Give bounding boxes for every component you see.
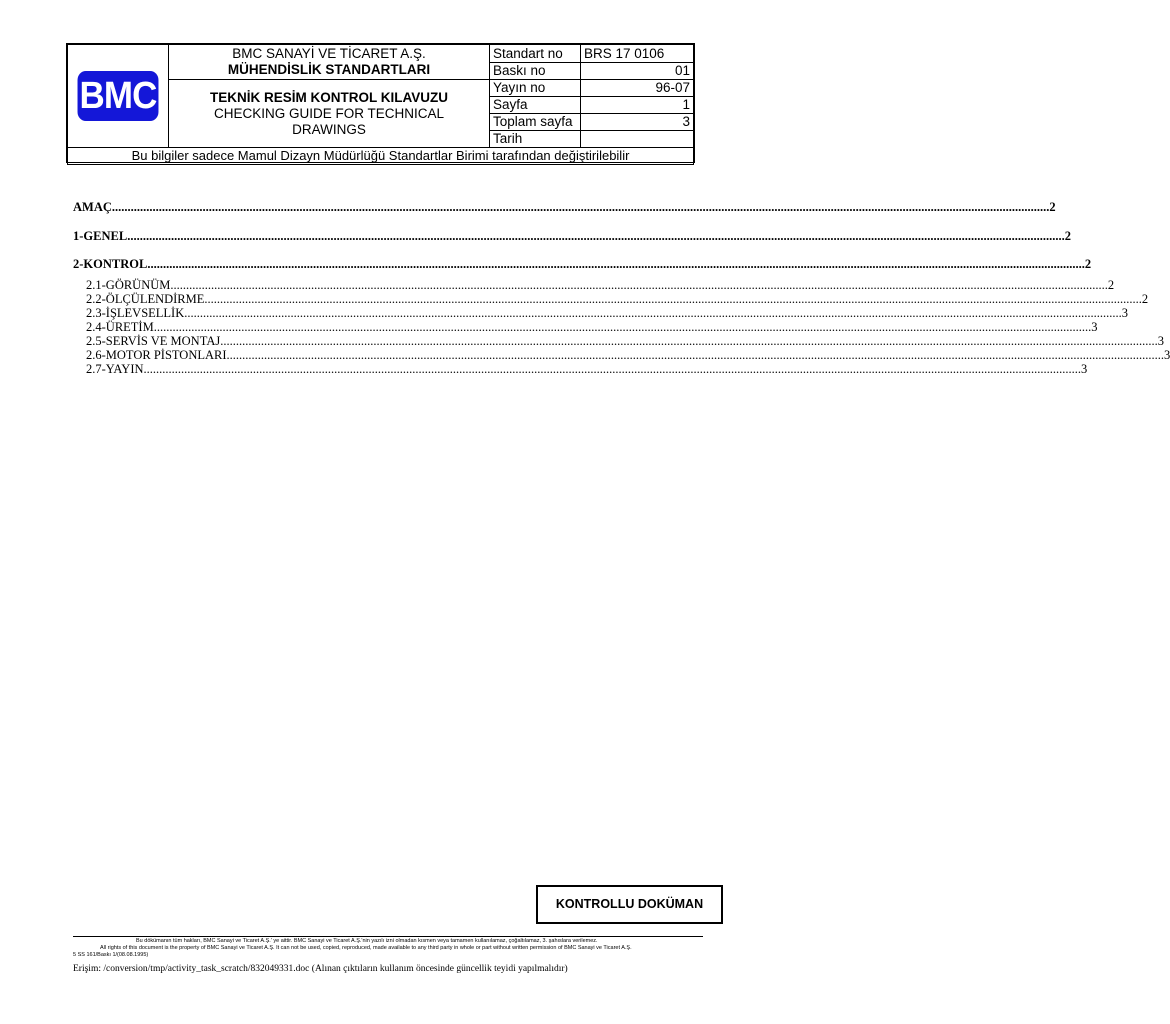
toc-subentry[interactable]	[86, 278, 1115, 292]
field-value: 1	[581, 97, 694, 114]
toc-leader: ............................................................................................................................................................................................................................................................................................................	[226, 348, 1165, 362]
toc-entry[interactable]	[73, 229, 1071, 243]
toc-leader: ............................................................................................................................................................................................................................................................................................................	[147, 257, 1085, 271]
copyright-notice-tr: Bu dökümanın tüm hakları, BMC Sanayi ve Ticaret A.Ş.' ye aittir. BMC Sanayi ve Ticaret A.Ş.'nin yazılı izni olmadan kısmen veya tamamen kullanılamaz, çoğaltılamaz, 3. şahıslara verilemez.	[136, 938, 598, 944]
toc-entry-title: 2.1-GÖRÜNÜM	[86, 278, 171, 292]
doc-title-en-1: CHECKING GUIDE FOR TECHNICAL	[213, 105, 445, 121]
toc-entry-page: 3	[1091, 320, 1098, 334]
field-label: Tarih	[490, 131, 581, 148]
department-name: MÜHENDİSLİK STANDARTLARI	[227, 62, 431, 77]
footer-rule	[73, 936, 703, 937]
toc-entry-page: 2	[1141, 292, 1149, 306]
logo-cell	[68, 45, 169, 148]
change-notice: Bu bilgiler sadece Mamul Dizayn Müdürlüğü Standartlar Birimi tarafından değiştirilebilir	[68, 148, 694, 165]
toc-entry-title: 2.2-ÖLÇÜLENDİRME	[86, 292, 205, 306]
toc-entry-title: 2.6-MOTOR PİSTONLARI	[86, 348, 227, 362]
toc-entry-page: 2	[1084, 257, 1092, 271]
bmc-logo: BMC	[78, 71, 159, 121]
toc-leader: ............................................................................................................................................................................................................................................................................................................	[111, 200, 1050, 214]
toc-entry-page: 3	[1081, 362, 1088, 376]
field-label: Yayın no	[490, 80, 581, 97]
toc-subentry[interactable]	[86, 362, 1088, 376]
copyright-notice-en: All rights of this document is the property of BMC Sanayi ve Ticaret A.Ş. It can not be used, copied, reproduced, made available to any third party in whole or part without written permission of BMC Sanayi ve Ticaret A.Ş.	[100, 945, 632, 951]
toc-leader: ............................................................................................................................................................................................................................................................................................................	[220, 334, 1158, 348]
company-name: BMC SANAYİ VE TİCARET A.Ş.	[232, 46, 426, 61]
field-label: Baskı no	[490, 63, 581, 80]
field-value: 01	[581, 63, 694, 80]
toc-leader: ............................................................................................................................................................................................................................................................................................................	[170, 278, 1108, 292]
toc-entry-title: 1-GENEL	[73, 229, 128, 243]
toc-entry-page: 2	[1049, 200, 1056, 214]
field-label: Sayfa	[490, 97, 581, 114]
toc-leader: ............................................................................................................................................................................................................................................................................................................	[143, 362, 1082, 376]
toc-leader: ............................................................................................................................................................................................................................................................................................................	[204, 292, 1142, 306]
company-block	[169, 45, 490, 80]
field-value: BRS 17 0106	[581, 45, 694, 63]
toc-leader: ............................................................................................................................................................................................................................................................................................................	[184, 306, 1122, 320]
doc-title-tr: TEKNİK RESİM KONTROL KILAVUZU	[210, 89, 448, 105]
toc-entry[interactable]	[73, 257, 1092, 271]
toc-leader: ............................................................................................................................................................................................................................................................................................................	[127, 229, 1065, 243]
toc-entry[interactable]	[73, 200, 1056, 214]
document-header	[66, 43, 695, 163]
field-value: 3	[581, 114, 694, 131]
toc-subentry[interactable]	[86, 292, 1149, 306]
toc-entry-title: 2.7-YAYIN	[86, 362, 144, 376]
field-label: Standart no	[490, 45, 581, 63]
toc-entry-title: 2.4-ÜRETİM	[86, 320, 154, 334]
toc-entry-title: 2-KONTROL	[73, 257, 148, 271]
doc-title-en-2: DRAWINGS	[292, 121, 366, 137]
toc-entry-page: 3	[1164, 348, 1170, 362]
field-label: Toplam sayfa	[490, 114, 581, 131]
toc-subentry[interactable]	[86, 306, 1128, 320]
title-block	[169, 80, 490, 148]
controlled-document-stamp: KONTROLLU DOKÜMAN	[536, 885, 723, 924]
toc-entry-page: 2	[1064, 229, 1071, 243]
toc-entry-title: 2.5-SERVİS VE MONTAJ	[86, 334, 221, 348]
toc-entry-page: 2	[1107, 278, 1115, 292]
toc-leader: ............................................................................................................................................................................................................................................................................................................	[153, 320, 1092, 334]
access-path: Erişim: /conversion/tmp/activity_task_scratch/832049331.doc (Alınan çıktıların kullanım öncesinde güncellik teyidi yapılmalıdır)	[73, 964, 568, 974]
toc-entry-page: 3	[1157, 334, 1164, 348]
toc-subentry[interactable]	[86, 334, 1164, 348]
toc-subentry[interactable]	[86, 320, 1098, 334]
field-value: 96-07	[581, 80, 694, 97]
toc-entry-page: 3	[1121, 306, 1128, 320]
field-value	[581, 131, 694, 148]
toc-subentry[interactable]	[86, 348, 1170, 362]
toc-entry-title: 2.3-İŞLEVSELLİK	[86, 306, 185, 320]
toc-entry-title: AMAÇ	[73, 200, 112, 214]
form-reference: 5 SS 161/Baskı 1/(08.08.1995)	[73, 952, 149, 958]
